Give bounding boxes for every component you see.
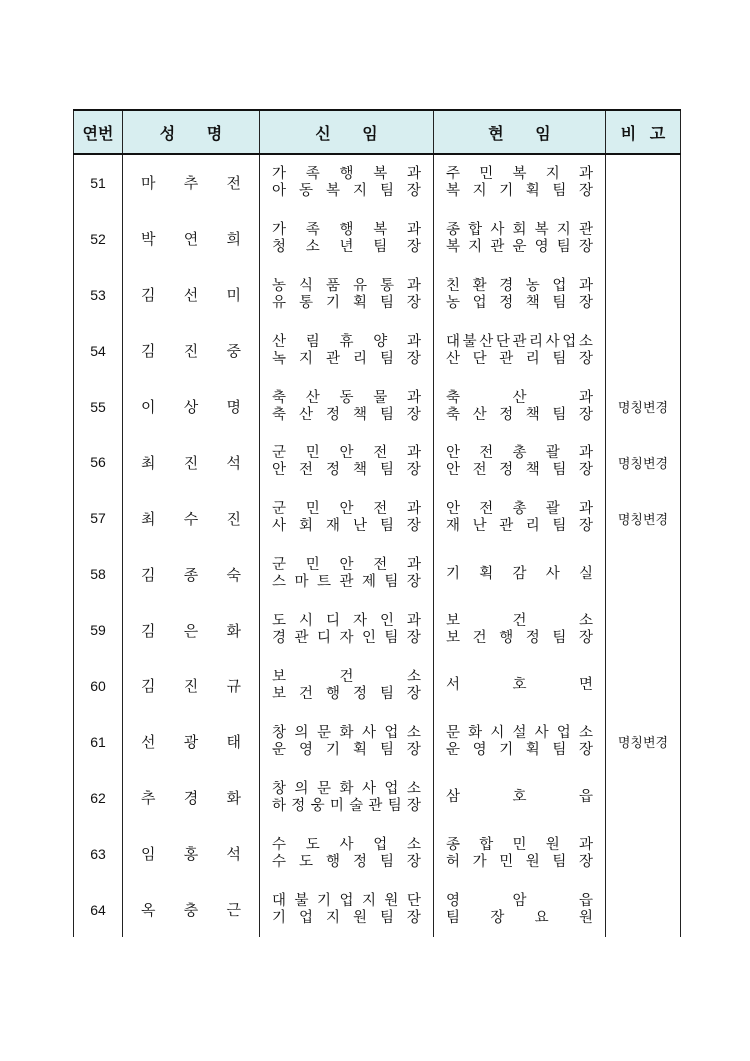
note-cell [606,826,681,882]
new-post-line: 군 민 안 전 과 [272,557,421,574]
current-post-line: 축 산 과 [446,389,593,406]
current-post-line: 기 획 감 사 실 [446,565,593,582]
person-name [123,267,260,323]
new-post [260,154,434,211]
new-post-lines [260,781,433,815]
person-name [123,602,260,658]
current-post-line: 축 산 정 책 팀 장 [446,406,593,423]
person-name-text: 옥 충 근 [141,901,241,920]
note-cell: 명칭변경 [606,379,681,435]
person-name-text: 김 은 화 [141,621,241,640]
new-post-lines [260,893,433,927]
person-name-text: 최 진 석 [141,453,241,472]
current-post [434,154,606,211]
note-cell: 명칭변경 [606,434,681,490]
new-post-line: 운 영 기 획 팀 장 [272,741,421,758]
note-cell [606,546,681,602]
row-number: 54 [74,323,123,379]
table-row [74,602,681,658]
person-name [123,211,260,267]
table-row [74,658,681,714]
new-post-line: 유 통 기 획 팀 장 [272,294,421,311]
current-post [434,602,606,658]
current-post [434,434,606,490]
table-row [74,267,681,323]
current-post [434,770,606,826]
current-post-line: 안 전 총 괄 과 [446,501,593,518]
new-post-lines [260,166,433,200]
new-post-lines [260,445,433,479]
new-post [260,267,434,323]
table-row [74,882,681,938]
person-name-text: 선 광 태 [141,733,241,752]
new-post-line: 창 의 문 화 사 업 소 [272,780,421,797]
row-number: 53 [74,267,123,323]
table-row [74,434,681,490]
current-post-line: 종 합 민 원 과 [446,836,593,853]
person-name-text: 최 수 진 [141,509,241,528]
new-post [260,323,434,379]
new-post-lines [260,837,433,871]
new-post-line: 군 민 안 전 과 [272,501,421,518]
current-post [434,211,606,267]
person-name [123,434,260,490]
header-no: 연번 [74,110,123,154]
current-post-lines [434,789,605,806]
table-row [74,490,681,546]
new-post-line: 보 건 소 [272,668,421,685]
new-post [260,490,434,546]
new-post-line: 도 시 디 자 인 과 [272,613,421,630]
new-post-line: 보 건 행 정 팀 장 [272,685,421,702]
person-name [123,714,260,770]
new-post-lines [260,278,433,312]
note-cell [606,770,681,826]
note-cell [606,323,681,379]
current-post-line: 주 민 복 지 과 [446,165,593,182]
current-post-lines [434,613,605,647]
new-post [260,714,434,770]
person-name-text: 김 진 규 [141,677,241,696]
current-post-line: 허 가 민 원 팀 장 [446,853,593,870]
person-name-text: 이 상 명 [141,398,241,416]
current-post-line: 재 난 관 리 팀 장 [446,518,593,535]
new-post-line: 가 족 행 복 과 [272,165,421,182]
note-cell [606,211,681,267]
current-post-lines [434,893,605,927]
person-name-text: 김 종 숙 [141,565,241,584]
person-name [123,882,260,938]
new-post-lines [260,501,433,535]
new-post [260,379,434,435]
person-name [123,323,260,379]
table-row [74,826,681,882]
table-row [74,211,681,267]
current-post-lines [434,445,605,479]
person-name [123,770,260,826]
note-cell [606,882,681,938]
current-post [434,323,606,379]
new-post-lines [260,557,433,591]
current-post [434,379,606,435]
person-name-text: 김 진 중 [141,342,241,361]
new-post-line: 경 관 디 자 인 팀 장 [272,630,421,647]
new-post-line: 산 림 휴 양 과 [272,333,421,350]
new-post-lines [260,725,433,759]
person-name-text: 임 홍 석 [141,845,241,864]
new-post [260,211,434,267]
current-post-line: 팀 장 요 원 [446,909,593,926]
note-cell [606,267,681,323]
note-cell [606,154,681,211]
current-post-lines [434,390,605,424]
row-number: 51 [74,154,123,211]
current-post-line: 문 화 시 설 사 업 소 [446,724,593,741]
current-post [434,546,606,602]
current-post-line: 종 합 사 회 복 지 관 [446,221,593,238]
note-cell [606,602,681,658]
person-name [123,490,260,546]
new-post [260,602,434,658]
current-post-lines [434,334,605,368]
current-post-line: 안 전 정 책 팀 장 [446,462,593,479]
new-post-line: 기 업 지 원 팀 장 [272,909,421,926]
row-number: 60 [74,658,123,714]
current-post-lines [434,725,605,759]
current-post-line: 산 단 관 리 팀 장 [446,350,593,367]
current-post-lines [434,501,605,535]
row-number: 55 [74,379,123,435]
new-post [260,546,434,602]
current-post [434,882,606,938]
row-number: 57 [74,490,123,546]
row-number: 59 [74,602,123,658]
new-post-line: 하 정 웅 미 술 관 팀 장 [272,797,421,814]
current-post [434,490,606,546]
new-post-line: 군 민 안 전 과 [272,445,421,462]
table-row [74,714,681,770]
table-row [74,323,681,379]
current-post-line: 보 건 소 [446,613,593,630]
new-post [260,826,434,882]
person-name [123,379,260,435]
person-name-text: 마 추 전 [141,174,241,193]
new-post-line: 대 불 기 업 지 원 단 [272,892,421,909]
row-number: 52 [74,211,123,267]
row-number: 61 [74,714,123,770]
personnel-table [73,109,681,937]
note-cell: 명칭변경 [606,490,681,546]
current-post-lines [434,166,605,200]
current-post-lines [434,837,605,871]
table-row [74,154,681,211]
row-number: 58 [74,546,123,602]
header-row [74,110,681,154]
current-post-line: 삼 호 읍 [446,789,593,806]
new-post-lines [260,222,433,256]
header-note: 비 고 [606,110,681,154]
person-name-text: 김 선 미 [141,286,241,305]
current-post-lines [434,278,605,312]
new-post-lines [260,669,433,703]
new-post-line: 창 의 문 화 사 업 소 [272,724,421,741]
header-name: 성 명 [123,110,260,154]
current-post-line: 친 환 경 농 업 과 [446,277,593,294]
current-post-lines [434,566,605,583]
new-post-line: 축 산 동 물 과 [272,389,421,406]
current-post-line: 보 건 행 정 팀 장 [446,630,593,647]
new-post-line: 수 도 행 정 팀 장 [272,853,421,870]
current-post-line: 운 영 기 획 팀 장 [446,741,593,758]
person-name-text: 추 경 화 [141,789,241,808]
current-post-line: 복 지 기 획 팀 장 [446,182,593,199]
row-number: 63 [74,826,123,882]
new-post-line: 안 전 정 책 팀 장 [272,462,421,479]
current-post [434,658,606,714]
new-post-line: 스 마 트 관 제 팀 장 [272,574,421,591]
new-post-line: 농 식 품 유 통 과 [272,277,421,294]
new-post-lines [260,613,433,647]
new-post-line: 가 족 행 복 과 [272,221,421,238]
new-post [260,770,434,826]
current-post-lines [434,222,605,256]
new-post [260,434,434,490]
row-number: 56 [74,434,123,490]
new-post-line: 아 동 복 지 팀 장 [272,182,421,199]
new-post-line: 녹 지 관 리 팀 장 [272,350,421,367]
note-cell [606,658,681,714]
current-post-line: 영 암 읍 [446,892,593,909]
current-post-line: 농 업 정 책 팀 장 [446,294,593,311]
new-post-lines [260,334,433,368]
row-number: 64 [74,882,123,938]
person-name [123,546,260,602]
person-name [123,658,260,714]
current-post [434,267,606,323]
person-name [123,154,260,211]
current-post-line: 안 전 총 괄 과 [446,445,593,462]
person-name-text: 박 연 희 [141,230,241,249]
current-post-line: 대 불 산 단 관 리 사 업 소 [446,333,593,350]
new-post-line: 사 회 재 난 팀 장 [272,518,421,535]
current-post [434,826,606,882]
person-name [123,826,260,882]
header-current-post: 현 임 [434,110,606,154]
new-post-line: 청 소 년 팀 장 [272,238,421,255]
row-number: 62 [74,770,123,826]
new-post-lines [260,390,433,424]
current-post-lines [434,677,605,694]
current-post [434,714,606,770]
new-post [260,882,434,938]
note-cell: 명칭변경 [606,714,681,770]
table-row [74,546,681,602]
header-new-post: 신 임 [260,110,434,154]
new-post-line: 수 도 사 업 소 [272,836,421,853]
new-post [260,658,434,714]
current-post-line: 복 지 관 운 영 팀 장 [446,238,593,255]
new-post-line: 축 산 정 책 팀 장 [272,406,421,423]
table-row [74,770,681,826]
current-post-line: 서 호 면 [446,677,593,694]
table-row [74,379,681,435]
